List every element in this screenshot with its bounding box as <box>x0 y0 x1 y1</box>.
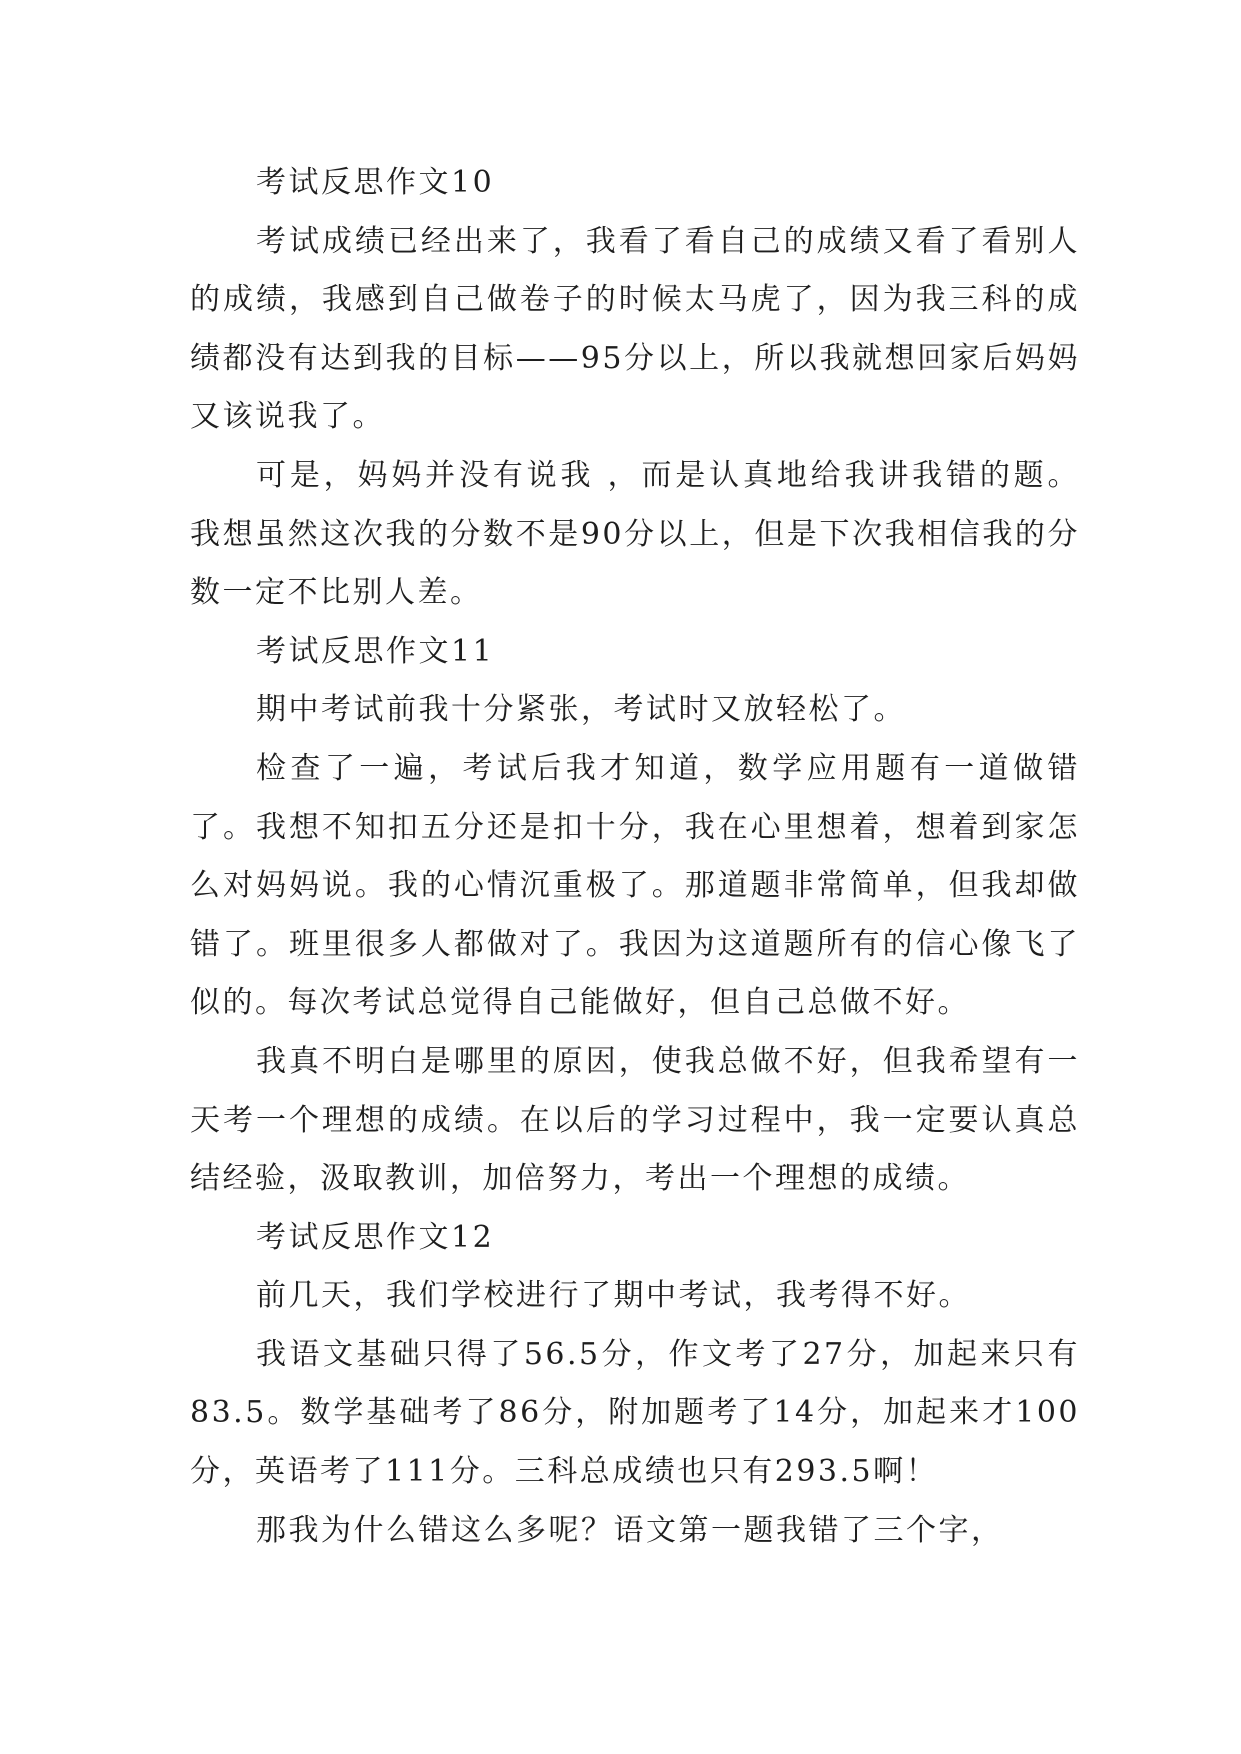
body-paragraph: 考试成绩已经出来了，我看了看自己的成绩又看了看别人的成绩，我感到自己做卷子的时候太马虎了，因为我三科的成绩都没有达到我的目标——95分以上，所以我就想回家后妈妈又该说我了。 <box>190 223 1080 435</box>
body-paragraph: 前几天，我们学校进行了期中考试，我考得不好。 <box>256 1278 971 1314</box>
essay-heading: 考试反思作文10 <box>256 165 495 200</box>
essay-heading: 考试反思作文11 <box>256 633 495 669</box>
body-paragraph: 我真不明白是哪里的原因，使我总做不好，但我希望有一天考一个理想的成绩。在以后的学习过程中，我一定要认真总结经验，汲取教训，加倍努力，考出一个理想的成绩。 <box>190 1043 1080 1197</box>
body-paragraph: 期中考试前我十分紧张，考试时又放轻松了。 <box>256 692 906 728</box>
body-paragraph: 检查了一遍，考试后我才知道，数学应用题有一道做错了。我想不知扣五分还是扣十分，我在心里想着，想着到家怎么对妈妈说。我的心情沉重极了。那道题非常简单，但我却做错了。班里很多人都做对了。我因为这道题所有的信心像飞了似的。每次考试总觉得自己能做好，但自己总做不好。 <box>190 750 1080 1021</box>
body-paragraph: 那我为什么错这么多呢？语文第一题我错了三个字， <box>256 1512 1004 1548</box>
body-paragraph: 可是，妈妈并没有说我 ，而是认真地给我讲我错的题。我想虽然这次我的分数不是90分以上，但是下次我相信我的分数一定不比别人差。 <box>190 457 1080 611</box>
essay-heading: 考试反思作文12 <box>256 1219 495 1255</box>
body-paragraph: 我语文基础只得了56.5分，作文考了27分，加起来只有83.5。数学基础考了86分，附加题考了14分，加起来才100分，英语考了111分。三科总成绩也只有293.5啊！ <box>190 1336 1080 1490</box>
document-body <box>190 154 1080 1560</box>
